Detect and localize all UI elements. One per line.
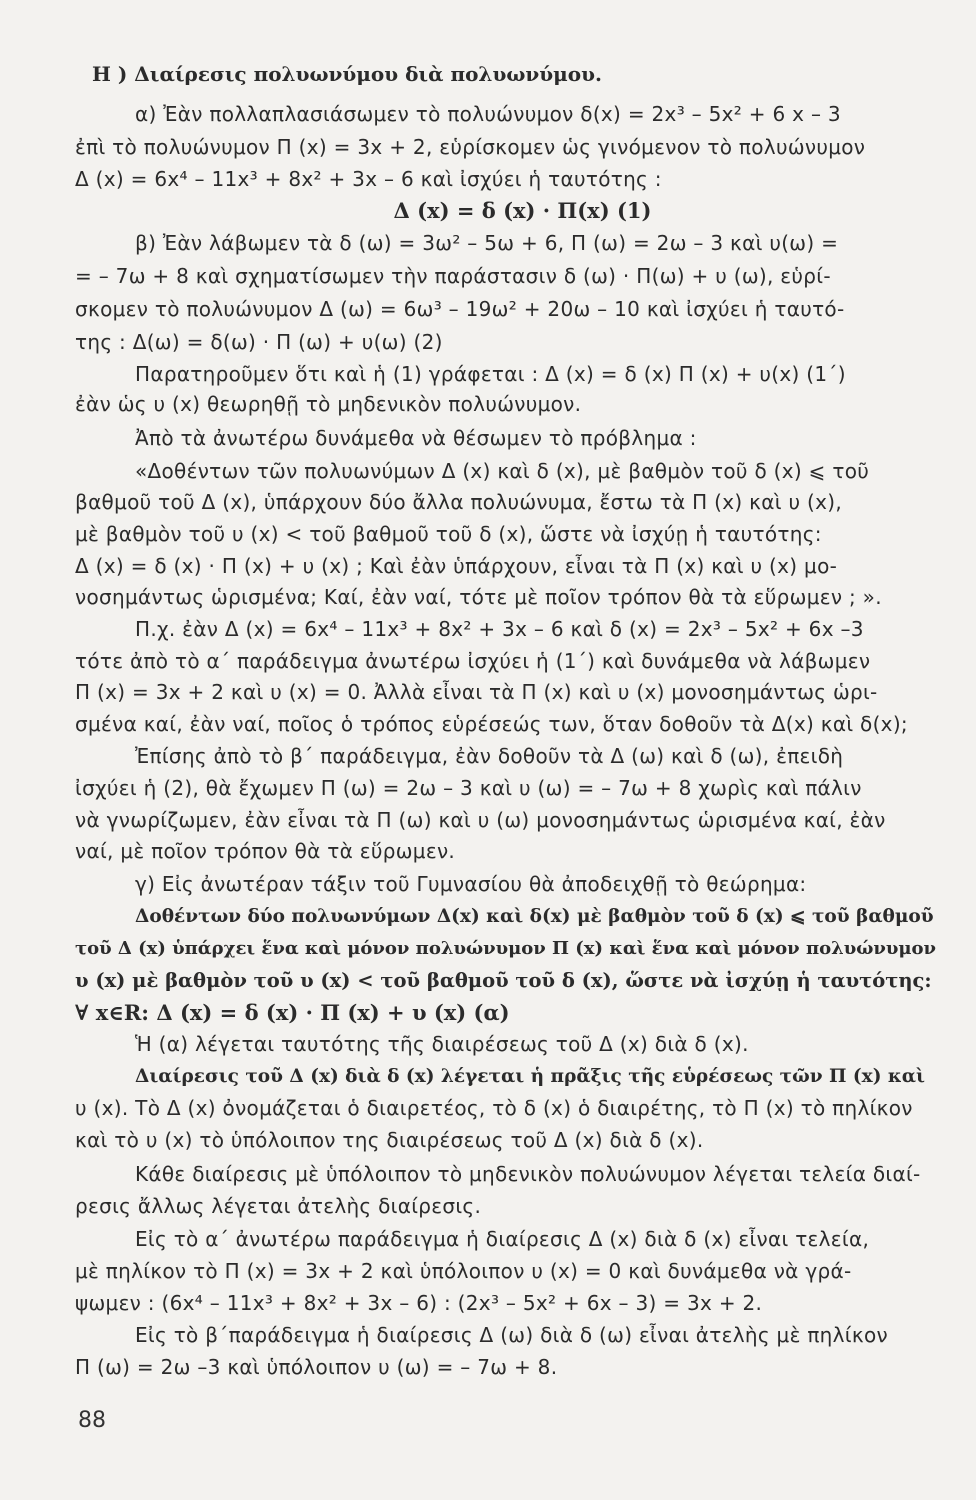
text-line: νὰ γνωρίζωμεν, ἐὰν εἶναι τὰ Π (ω) καὶ υ (ω) μονοσημάντως ὡρισμένα καί, ἐὰν <box>75 808 886 832</box>
text-line: ἐὰν ὡς υ (x) θεωρηθῇ τὸ μηδενικὸν πολυώνυμον. <box>75 392 582 416</box>
theorem-line: υ (x) μὲ βαθμὸν τοῦ υ (x) < τοῦ βαθμοῦ τοῦ δ (x), ὥστε νὰ ἰσχύῃ ἡ ταυτότης: <box>75 969 932 992</box>
text-line: Π (ω) = 2ω –3 καὶ ὑπόλοιπον υ (ω) = – 7ω + 8. <box>75 1355 558 1379</box>
text-line: υ (x). Τὸ Δ (x) ὀνομάζεται ὁ διαιρετέος, τὸ δ (x) ὁ διαιρέτης, τὸ Π (x) τὸ πηλίκον <box>75 1096 913 1120</box>
text-line: της : Δ(ω) = δ(ω) · Π (ω) + υ(ω) (2) <box>75 330 443 354</box>
text-line: ἰσχύει ἡ (2), θὰ ἔχωμεν Π (ω) = 2ω – 3 καὶ υ (ω) = – 7ω + 8 χωρὶς καὶ πάλιν <box>75 776 862 800</box>
text-line: μὲ πηλίκον τὸ Π (x) = 3x + 2 καὶ ὑπόλοιπον υ (x) = 0 καὶ δυνάμεθα νὰ γρά- <box>75 1259 852 1283</box>
text-line: καὶ τὸ υ (x) τὸ ὑπόλοιπον της διαιρέσεως τοῦ Δ (x) διὰ δ (x). <box>75 1128 704 1152</box>
text-line: Εἰς τὸ α΄ ἀνωτέρω παράδειγμα ἡ διαίρεσις Δ (x) διὰ δ (x) εἶναι τελεία, <box>135 1227 870 1251</box>
section-heading: Η ) Διαίρεσις πολυωνύμου διὰ πολυωνύμου. <box>92 62 602 86</box>
text-line: σμένα καί, ἐὰν ναί, ποῖος ὁ τρόπος εὑρέσεώς των, ὅταν δοθοῦν τὰ Δ(x) καὶ δ(x); <box>75 712 908 736</box>
theorem-line: τοῦ Δ (x) ὑπάρχει ἕνα καὶ μόνον πολυώνυμον Π (x) καὶ ἕνα καὶ μόνον πολυώνυμον <box>75 938 937 959</box>
text-line: Π.χ. ἐὰν Δ (x) = 6x⁴ – 11x³ + 8x² + 3x – 6 καὶ δ (x) = 2x³ – 5x² + 6x –3 <box>135 617 864 641</box>
text-line: γ) Εἰς ἀνωτέραν τάξιν τοῦ Γυμνασίου θὰ ἀποδειχθῇ τὸ θεώρημα: <box>135 872 807 896</box>
text-line: βαθμοῦ τοῦ Δ (x), ὑπάρχουν δύο ἄλλα πολυώνυμα, ἔστω τὰ Π (x) καὶ υ (x), <box>75 490 842 514</box>
text-line: Π (x) = 3x + 2 καὶ υ (x) = 0. Ἀλλὰ εἶναι τὰ Π (x) καὶ υ (x) μονοσημάντως ὡρι- <box>75 680 878 704</box>
text-line: νοσημάντως ὡρισμένα; Καί, ἐὰν ναί, τότε μὲ ποῖον τρόπον θὰ τὰ εὕρωμεν ; ». <box>75 585 882 609</box>
text-line: σκομεν τὸ πολυώνυμον Δ (ω) = 6ω³ – 19ω² + 20ω – 10 καὶ ἰσχύει ἡ ταυτό- <box>75 297 845 321</box>
text-line: α) Ἐὰν πολλαπλασιάσωμεν τὸ πολυώνυμον δ(x) = 2x³ – 5x² + 6 x – 3 <box>135 102 841 126</box>
text-line: Ἡ (α) λέγεται ταυτότης τῆς διαιρέσεως τοῦ Δ (x) διὰ δ (x). <box>135 1032 749 1056</box>
text-line: Δ (x) = 6x⁴ – 11x³ + 8x² + 3x – 6 καὶ ἰσχύει ἡ ταυτότης : <box>75 167 662 191</box>
text-line: ρεσις ἄλλως λέγεται ἀτελὴς διαίρεσις. <box>75 1194 482 1218</box>
page-number: 88 <box>78 1408 106 1433</box>
text-line: β) Ἐὰν λάβωμεν τὰ δ (ω) = 3ω² – 5ω + 6, Π (ω) = 2ω – 3 καὶ υ(ω) = <box>135 231 839 255</box>
text-line: τότε ἀπὸ τὸ α΄ παράδειγμα ἀνωτέρω ἰσχύει ἡ (1΄) καὶ δυνάμεθα νὰ λάβωμεν <box>75 649 871 673</box>
text-line: ψωμεν : (6x⁴ – 11x³ + 8x² + 3x – 6) : (2x³ – 5x² + 6x – 3) = 3x + 2. <box>75 1291 763 1315</box>
text-line: Ἐπίσης ἀπὸ τὸ β΄ παράδειγμα, ἐὰν δοθοῦν τὰ Δ (ω) καὶ δ (ω), ἐπειδὴ <box>135 744 844 768</box>
text-line: = – 7ω + 8 καὶ σχηματίσωμεν τὴν παράστασιν δ (ω) · Π(ω) + υ (ω), εὑρί- <box>75 264 831 288</box>
text-line: Ἀπὸ τὰ ἀνωτέρω δυνάμεθα νὰ θέσωμεν τὸ πρόβλημα : <box>135 426 697 450</box>
text-line: ἐπὶ τὸ πολυώνυμον Π (x) = 3x + 2, εὑρίσκομεν ὡς γινόμενον τὸ πολυώνυμον <box>75 135 866 159</box>
formula-line: Δ (x) = δ (x) · Π(x) (1) <box>393 198 652 223</box>
text-line: μὲ βαθμὸν τοῦ υ (x) < τοῦ βαθμοῦ τοῦ δ (x), ὥστε νὰ ἰσχύῃ ἡ ταυτότης: <box>75 522 822 546</box>
text-line: Παρατηροῦμεν ὅτι καὶ ἡ (1) γράφεται : Δ (x) = δ (x) Π (x) + υ(x) (1΄) <box>135 362 846 386</box>
text-line: Εἰς τὸ β΄παράδειγμα ἡ διαίρεσις Δ (ω) διὰ δ (ω) εἶναι ἀτελὴς μὲ πηλίκον <box>135 1323 888 1347</box>
text-line: Δ (x) = δ (x) · Π (x) + υ (x) ; Καὶ ἐὰν ὑπάρχουν, εἶναι τὰ Π (x) καὶ υ (x) μο- <box>75 554 838 578</box>
text-line: ναί, μὲ ποῖον τρόπον θὰ τὰ εὕρωμεν. <box>75 839 456 863</box>
text-line: Κάθε διαίρεσις μὲ ὑπόλοιπον τὸ μηδενικὸν πολυώνυμον λέγεται τελεία διαί- <box>135 1162 921 1186</box>
text-line: «Δοθέντων τῶν πολυωνύμων Δ (x) καὶ δ (x), μὲ βαθμὸν τοῦ δ (x) ⩽ τοῦ <box>135 459 870 483</box>
theorem-line: Δοθέντων δύο πολυωνύμων Δ(x) καὶ δ(x) μὲ βαθμὸν τοῦ δ (x) ⩽ τοῦ βαθμοῦ <box>135 906 934 927</box>
theorem-line: ∀ x∈R: Δ (x) = δ (x) · Π (x) + υ (x) (α) <box>75 1000 510 1025</box>
definition-line: Διαίρεσις τοῦ Δ (x) διὰ δ (x) λέγεται ἡ πρᾶξις τῆς εὑρέσεως τῶν Π (x) καὶ <box>135 1066 925 1087</box>
